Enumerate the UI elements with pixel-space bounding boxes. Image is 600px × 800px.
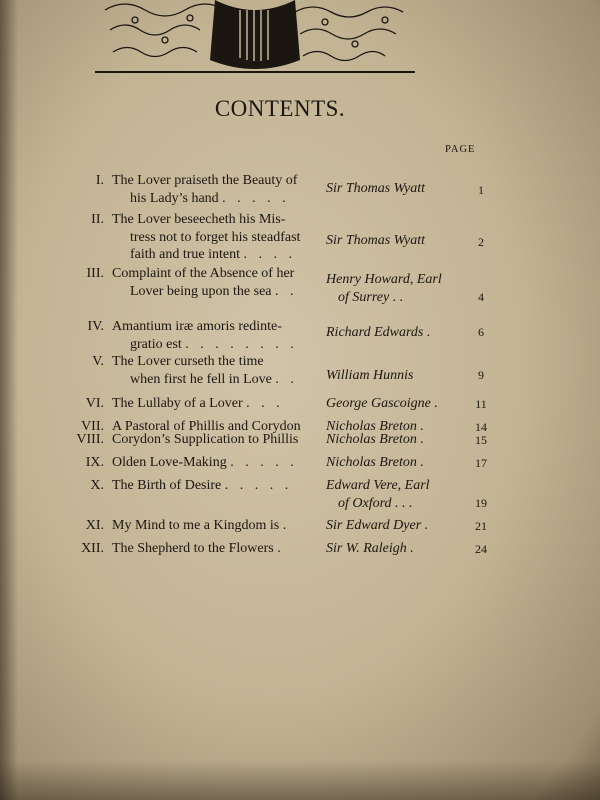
entry-page-number: 24 — [475, 542, 487, 556]
contents-title: CONTENTS. — [214, 96, 346, 121]
entry-title: The Lover praiseth the Beauty of his Lady’s hand . . . . . — [112, 173, 298, 206]
entry-number: III. — [86, 266, 104, 281]
entry-title: The Shepherd to the Flowers . — [112, 541, 285, 556]
entry-number: V. — [92, 354, 104, 369]
entry-author: Edward Vere, Earl of Oxford . . . — [326, 478, 430, 511]
entry-number: IX. — [85, 455, 104, 470]
entry-author: George Gascoigne . — [326, 396, 438, 411]
entry-number: XII. — [81, 541, 104, 556]
entry-author: Sir Edward Dyer . — [326, 518, 429, 533]
entry-author: William Hunnis — [326, 368, 414, 383]
entry-page-number: 2 — [478, 235, 484, 249]
entry-page-number: 19 — [475, 496, 487, 510]
entry-number: X. — [90, 478, 104, 493]
entry-number: I. — [95, 173, 104, 188]
entry-number: VIII. — [76, 432, 104, 447]
entry-page-number: 6 — [478, 325, 484, 339]
entry-title: The Lover beseecheth his Mis- tress not to forget his steadfast faith and true intent . . . . — [112, 212, 301, 262]
headpiece-ornament — [95, 0, 415, 78]
entry-page-number: 4 — [478, 290, 484, 304]
entry-title: Corydon’s Supplication to Phillis — [112, 432, 299, 447]
entry-author: Richard Edwards . — [326, 325, 431, 340]
entry-author: Henry Howard, Earl of Surrey . . — [326, 272, 442, 305]
entry-author: Nicholas Breton . — [326, 432, 424, 447]
entry-number: VI. — [85, 396, 104, 411]
entry-number: XI. — [85, 518, 104, 533]
entry-page-number: 15 — [475, 433, 487, 447]
entry-page-number: 11 — [475, 397, 487, 411]
entry-author: Nicholas Breton . — [326, 419, 424, 434]
entry-page-number: 9 — [478, 368, 484, 382]
entry-number: IV. — [87, 319, 104, 334]
page-bottom-shadow — [0, 760, 600, 800]
entry-title: A Pastoral of Phillis and Corydon — [112, 419, 301, 434]
entry-author: Sir Thomas Wyatt — [326, 181, 426, 196]
entry-author: Sir Thomas Wyatt — [326, 233, 426, 248]
entry-title: The Birth of Desire . . . . . — [112, 478, 293, 493]
entry-author: Nicholas Breton . — [326, 455, 424, 470]
entry-title: Amantium iræ amoris redinte- gratio est . . . . . . . . — [112, 319, 298, 352]
entry-title: Olden Love-Making . . . . . — [112, 455, 298, 470]
entry-page-number: 21 — [475, 519, 487, 533]
entry-title: My Mind to me a Kingdom is . — [112, 518, 291, 533]
entry-title: Complaint of the Absence of her Lover being upon the sea . . — [112, 266, 298, 299]
entry-title: The Lover curseth the time when first he fell in Love . . — [112, 354, 298, 387]
entry-page-number: 1 — [478, 183, 484, 197]
page-column-header: PAGE — [445, 144, 476, 155]
entry-page-number: 14 — [475, 420, 487, 434]
entry-author: Sir W. Raleigh . — [326, 541, 414, 556]
entry-number: VII. — [81, 419, 104, 434]
entry-page-number: 17 — [475, 456, 487, 470]
entry-title: The Lullaby of a Lover . . . — [112, 396, 284, 411]
entry-number: II. — [91, 212, 104, 227]
